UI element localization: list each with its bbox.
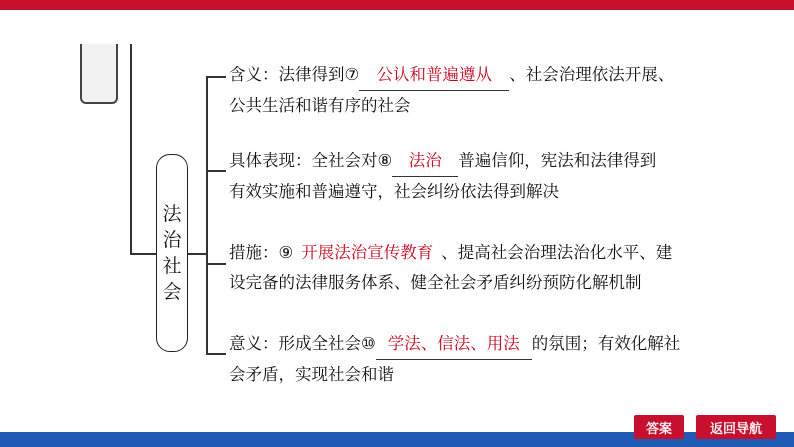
item-label: 措施：⑨ xyxy=(229,243,294,262)
item-text: 有效实施和普遍遵守，社会纠纷依法得到解决 xyxy=(229,182,559,201)
branch-item-3 xyxy=(206,263,226,265)
item-manifestation xyxy=(229,146,729,207)
connector-to-concept xyxy=(130,253,156,255)
item-label: 意义：形成全社会⑩ xyxy=(229,334,376,353)
answer-blank xyxy=(392,146,458,177)
item-significance xyxy=(229,329,729,390)
answer-button[interactable]: 答案 xyxy=(634,415,684,439)
top-accent-bar xyxy=(0,0,794,10)
item-text: 、提高社会治理法治化水平、建 xyxy=(441,243,673,262)
answer-blank xyxy=(359,60,509,91)
previous-node-container xyxy=(80,44,118,104)
branch-vertical xyxy=(206,76,208,353)
item-text: 设完备的法律服务体系、健全社会矛盾纠纷预防化解机制 xyxy=(229,273,642,292)
branch-item-1 xyxy=(206,76,226,78)
item-text: 、社会治理依法开展、 xyxy=(509,65,675,84)
item-measures xyxy=(229,238,729,298)
item-text: 会矛盾，实现社会和谐 xyxy=(229,365,394,384)
answer-blank xyxy=(293,238,441,268)
branch-item-4 xyxy=(206,353,226,355)
answer-blank xyxy=(376,329,532,360)
item-label: 含义：法律得到⑦ xyxy=(229,65,360,84)
item-text: 普遍信仰，宪法和法律得到 xyxy=(458,151,657,170)
answer-text: 法治 xyxy=(408,151,442,170)
item-label: 具体表现：全社会对⑧ xyxy=(229,151,393,170)
item-text: 公共生活和谐有序的社会 xyxy=(229,96,411,115)
concept-title: 法治社会 xyxy=(162,203,182,303)
connector-trunk xyxy=(130,44,132,254)
branch-stem xyxy=(188,253,206,255)
item-text: 的氛围；有效化解社 xyxy=(531,334,681,353)
back-to-nav-button[interactable]: 返回导航 xyxy=(696,415,776,439)
answer-text: 开展法治宣传教育 xyxy=(301,243,434,262)
item-meaning xyxy=(229,60,729,121)
concept-box xyxy=(156,154,188,352)
answer-text: 学法、信法、用法 xyxy=(387,334,520,353)
answer-text: 公认和普遍遵从 xyxy=(376,65,493,84)
branch-item-2 xyxy=(206,170,226,172)
